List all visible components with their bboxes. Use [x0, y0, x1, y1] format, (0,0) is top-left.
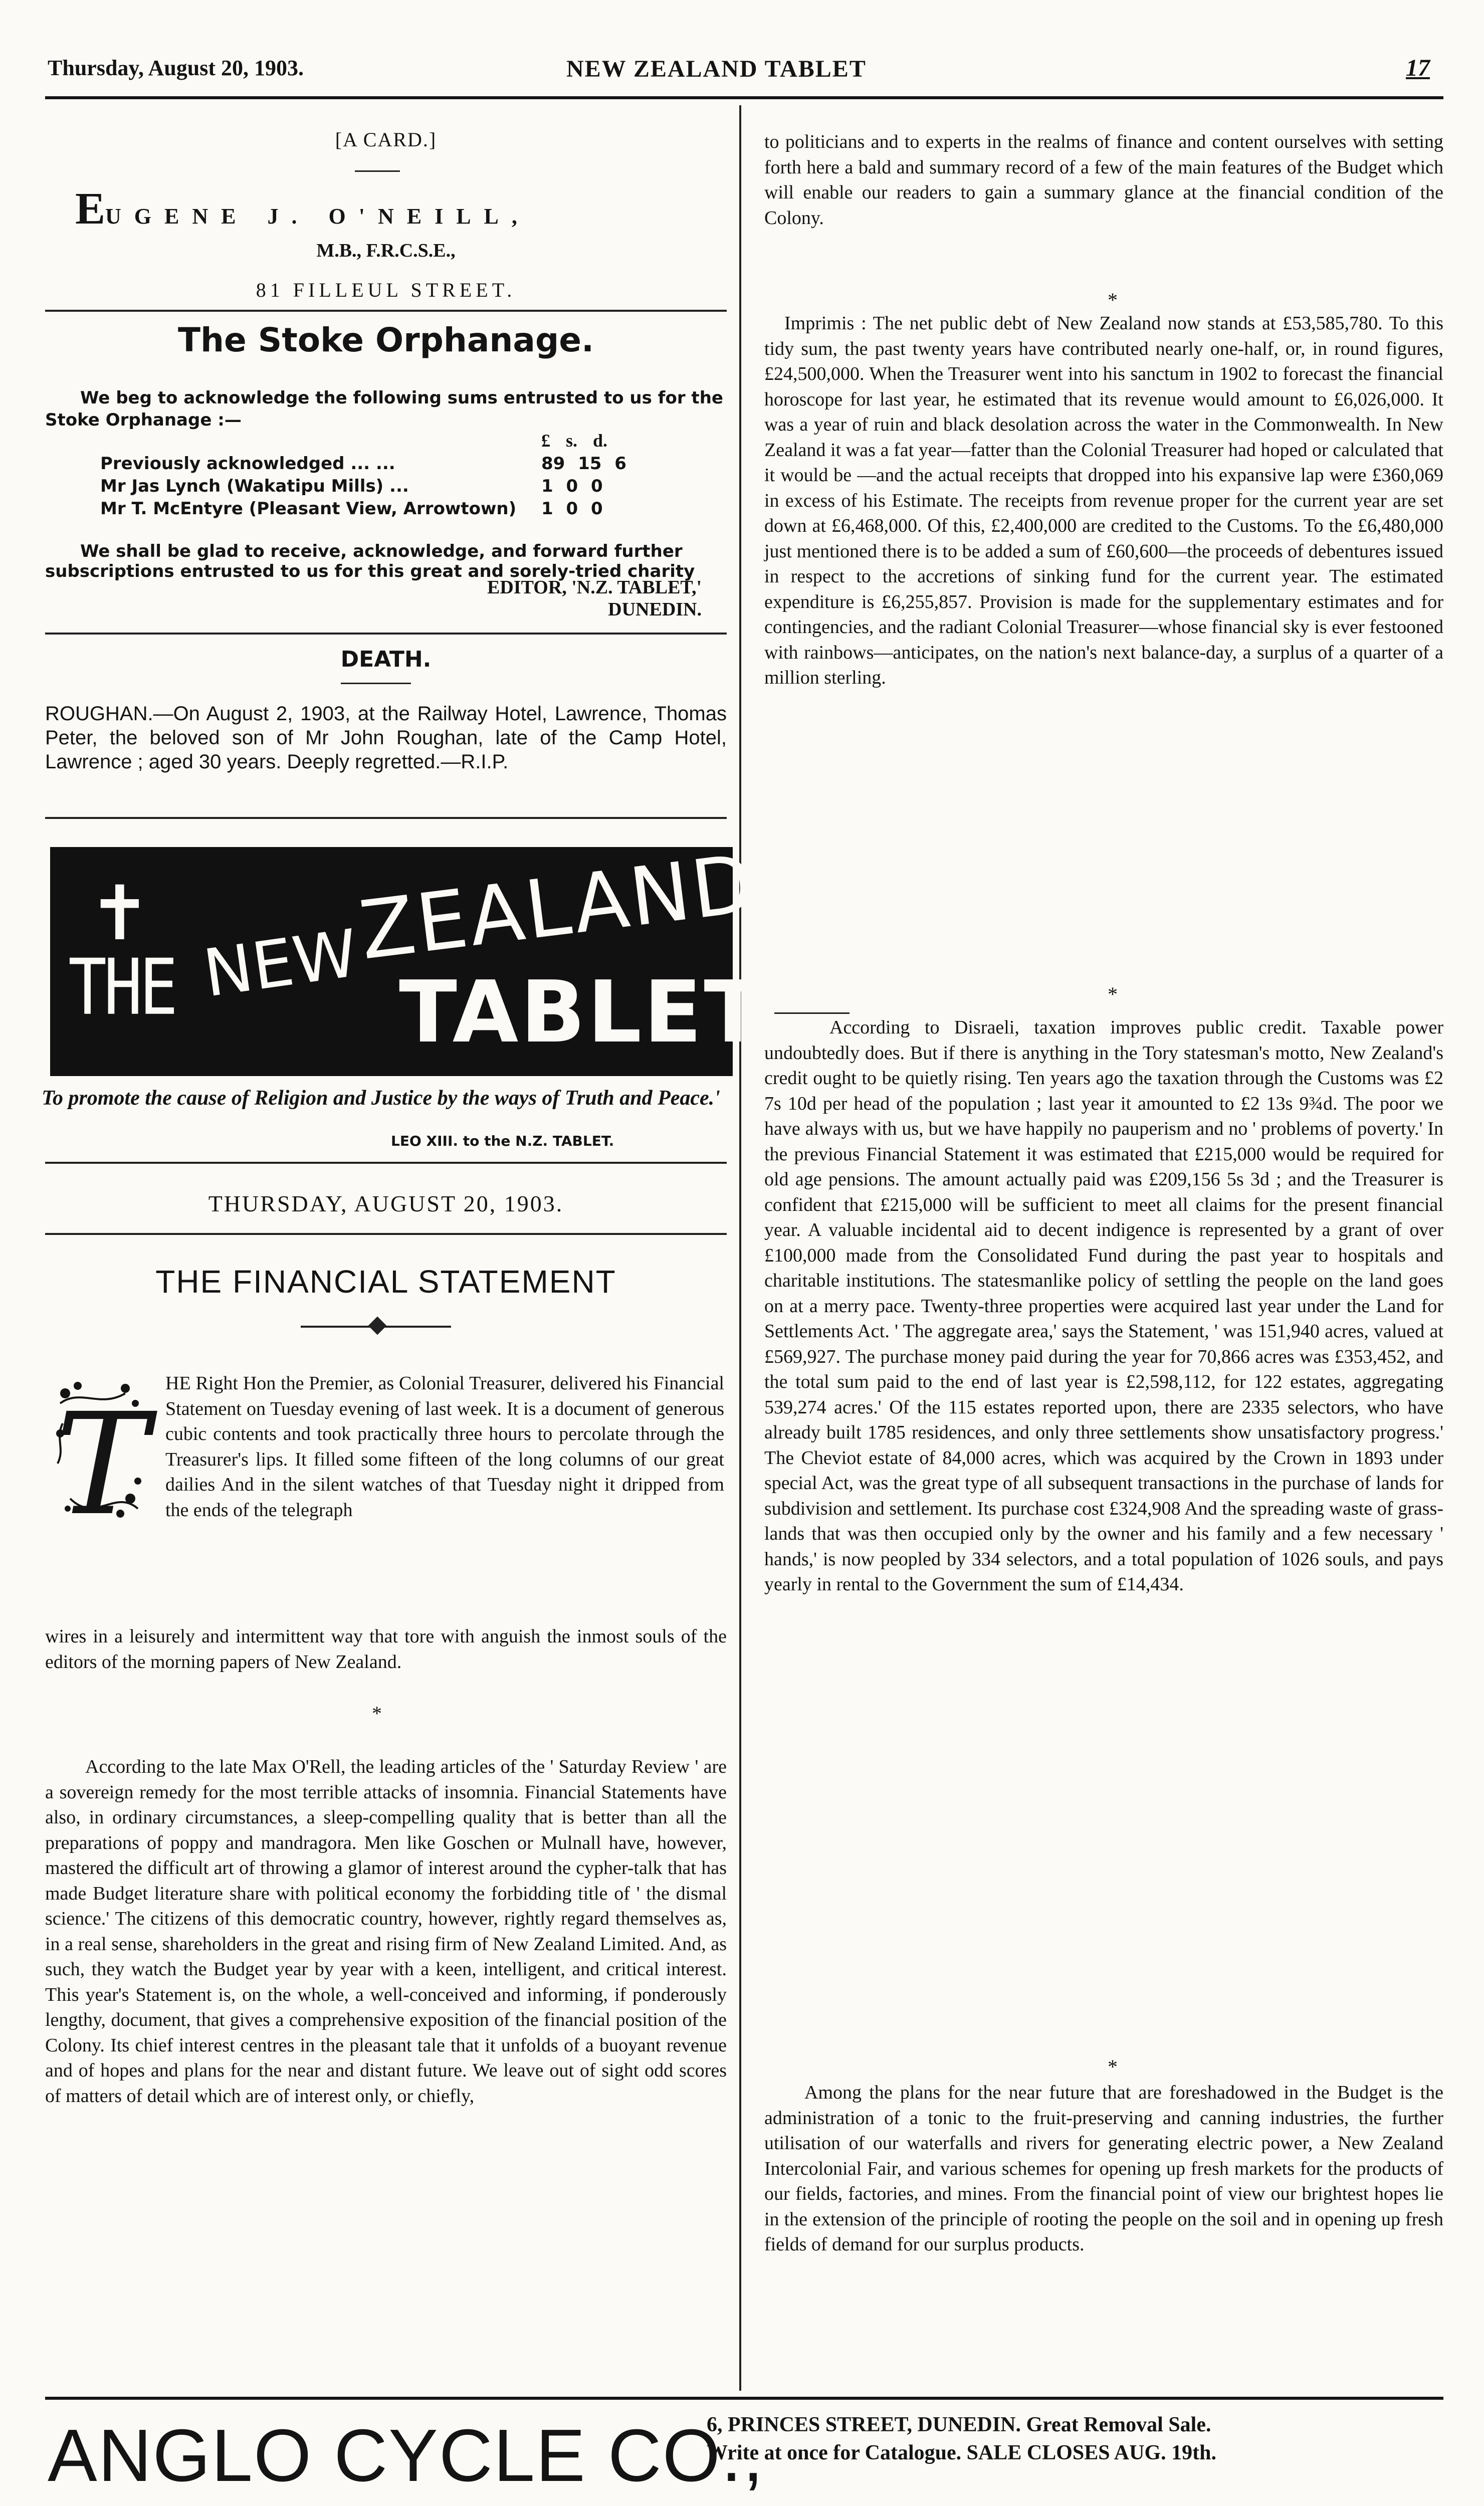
cross-icon: ✝ — [88, 870, 151, 957]
masthead-new: NEW — [198, 915, 363, 1012]
masthead-zealand: ZEALAND — [354, 836, 761, 978]
advert-line: Write at once for Catalogue. SALE CLOSES AUG. 19th. — [707, 2441, 1216, 2464]
section-star: * — [1108, 983, 1118, 1005]
header-date: Thursday, August 20, 1903. — [48, 56, 304, 80]
stoke-title: The Stoke Orphanage. — [177, 321, 594, 359]
donation-amount: 89 15 6 — [541, 454, 626, 474]
death-title: DEATH. — [340, 647, 432, 672]
drop-cap-letter: T — [55, 1383, 149, 1547]
masthead-the: THE — [68, 943, 175, 1032]
article-paragraph: According to the late Max O'Rell, the leading articles of the ' Saturday Review ' are a sovereign remedy for the most terrible attacks of insomnia. Financial Statements have also, in ordinary circumstances, a sleep-compelling quality that is better than all the preparations of poppy and mandragora. Men like Goschen or Mulnall have, however, mastered the difficult art of throwing a glamor of interest around the cypher-talk that has made Budget literature share with political economy the forbidding title of ' the dismal science.' The citizens of this democratic country, however, rightly regard themselves as, in a real sense, shareholders in the great and rising firm of New Zealand Limited. And, as such, they watch the Budget year by year with a keen, intelligent, and critical interest. This year's Statement is, on the whole, a well-conceived and informing, if ponderously lengthy, document, that gives a comprehensive exposition of the financial position of the Colony. Its chief interest centres in the pleasant tale that it unfolds of a buoyant revenue and of hopes and plans for the near and distant future. We leave out of sight odd scores of matters of detail which are of interest only, or chiefly, — [45, 1756, 727, 2107]
article-title: THE FINANCIAL STATEMENT — [155, 1264, 616, 1300]
donation-name: Previously acknowledged ... ... — [100, 454, 395, 474]
stoke-column-head: £ s. d. — [541, 431, 608, 451]
section-star: * — [372, 1702, 382, 1725]
page-number: 17 — [1406, 55, 1430, 81]
section-star: * — [1108, 2055, 1118, 2078]
donation-name: Mr Jas Lynch (Wakatipu Mills) ... — [100, 476, 409, 496]
stoke-intro: We beg to acknowledge the following sums entrusted to us for the Stoke Orphanage :— — [45, 388, 723, 430]
article-paragraph: HE Right Hon the Premier, as Colonial Treasurer, delivered his Financial Statement on Tuesday evening of last week. It is a document of generous cubic contents and took practically three hours to percolate through the Treasurer's lips. It filled some fifteen of the long columns of our great dailies And in the silent watches of that Tuesday night it dripped from the ends of the telegraph — [165, 1373, 724, 1521]
card-address: 81 FILLEUL STREET. — [256, 279, 516, 301]
death-short-rule — [341, 683, 411, 684]
diamond-ornament-icon — [368, 1317, 387, 1335]
editor-line: DUNEDIN. — [608, 599, 702, 620]
section-star: * — [1108, 289, 1118, 311]
editor-line: EDITOR, 'N.Z. TABLET,' — [487, 577, 702, 598]
section-rule — [45, 310, 727, 312]
card-short-rule — [355, 170, 400, 172]
advert-line: 6, PRINCES STREET, DUNEDIN. Great Removal Sale. — [707, 2413, 1211, 2436]
stoke-editor — [351, 576, 702, 620]
card-degrees: M.B., F.R.C.S.E., — [316, 240, 456, 261]
issue-dateline: THURSDAY, AUGUST 20, 1903. — [208, 1191, 564, 1216]
advert-name: ANGLO CYCLE CO., — [48, 2414, 765, 2497]
footer-rule — [45, 2397, 1443, 2400]
masthead-logo — [50, 836, 764, 1076]
stoke-note: We shall be glad to receive, acknowledge, and forward further subscriptions entrusted to us for this great and sorely-tried charity — [45, 541, 695, 581]
section-rule — [45, 633, 727, 635]
advert-details — [707, 2411, 1216, 2467]
short-rule — [774, 1012, 850, 1014]
column-divider — [739, 105, 741, 2391]
article-paragraph: wires in a leisurely and intermittent way that tore with anguish the inmost souls of the editors of the morning papers of New Zealand. — [45, 1626, 727, 1673]
death-notice: ROUGHAN.—On August 2, 1903, at the Railway Hotel, Lawrence, Thomas Peter, the beloved son of Mr John Roughan, late of the Camp Hotel, Lawrence ; aged 30 years. Deeply regretted.—R.I.P. — [45, 703, 727, 773]
card-name-initial: E — [75, 184, 106, 234]
section-rule — [45, 1233, 727, 1235]
header-rule — [45, 96, 1443, 99]
article-paragraph: to politicians and to experts in the realms of finance and content ourselves with setting forth here a bald and summary record of a few of the main features of the Budget which will enable our readers to gain a summary glance at the financial condition of the Colony. — [764, 131, 1443, 229]
section-rule — [45, 1162, 727, 1164]
card-name — [75, 183, 530, 235]
card-name-rest: UGENE J. O'NEILL, — [105, 204, 530, 229]
donation-name: Mr T. McEntyre (Pleasant View, Arrowtown) — [100, 499, 517, 519]
drop-cap — [50, 1373, 149, 1547]
section-rule — [45, 817, 727, 819]
card-label: [A CARD.] — [335, 128, 437, 151]
masthead-tablet: TABLET — [399, 963, 764, 1062]
motto: To promote the cause of Religion and Justice by the ways of Truth and Peace.' — [42, 1087, 720, 1110]
header-title: NEW ZEALAND TABLET — [566, 56, 867, 82]
donation-amount: 1 0 0 — [541, 476, 603, 496]
article-paragraph: Imprimis : The net public debt of New Zealand now stands at £53,585,780. To this tidy sum, the past twenty years have contributed nearly one-half, or, in round figures, £24,500,000. When the Treasurer went into his sanctum in 1902 to forecast the financial horoscope for last year, he estimated that its revenue would amount to £6,026,000. It was a year of ruin and black desolation across the water in the Commonwealth. In New Zealand it was a fat year—fatter than the Colonial Treasurer had hoped or calculated that it would be —and the actual receipts that dropped into his expansive lap were £360,069 in excess of his Estimate. The receipts from revenue proper for the current year are set down at £6,468,000. Of this, £2,400,000 are credited to the Customs. To the £6,480,000 just mentioned there is to be added a sum of £60,600—the proceeds of debentures issued in respect to the accretions of sinking fund for the current year. The estimated expenditure is £6,255,857. Provision is made for the supplementary estimates and for contingencies, and the radiant Colonial Treasurer—whose financial sky is ever festooned with rainbows—anticipates, on the nation's next balance-day, a surplus of a quarter of a million sterling. — [764, 313, 1443, 688]
donation-amount: 1 0 0 — [541, 499, 603, 519]
motto-signature: LEO XIII. to the N.Z. TABLET. — [391, 1133, 614, 1149]
article-paragraph: Among the plans for the near future that are foreshadowed in the Budget is the administration of a tonic to the fruit-preserving and canning industries, the further utilisation of our waterfalls and rivers for generating electric power, a New Zealand Intercolonial Fair, and various schemes for opening up fresh markets for the products of our fields, factories, and mines. From the financial point of view our brightest hopes lie in the extension of the principle of rooting the people on the soil and in opening up fresh fields of demand for our surplus products. — [764, 2082, 1443, 2255]
article-paragraph: According to Disraeli, taxation improves public credit. Taxable power undoubtedly does. But if there is anything in the Tory statesman's motto, New Zealand's credit ought to be quietly rising. Ten years ago the taxation through the Customs was £2 7s 10d per head of the population ; last year it amounted to £2 13s 9¾d. The poor we have always with us, but we have happily no pauperism and no ' problems of poverty.' In the previous Financial Statement it was estimated that £215,000 would be required for old age pensions. The amount actually paid was £209,156 5s 3d ; and the Treasurer is confident that £215,000 will be sufficient to meet all claims for the present financial year. A valuable incidental aid to decent indigence is represented by a grant of over £100,000 made from the Consolidated Fund during the past year to hospitals and charitable institutions. The statesmanlike policy of settling the people on the land goes on at a merry pace. Twenty-three properties were acquired last year under the Land for Settlements Act. ' The aggregate area,' says the Statement, ' was 151,940 acres, valued at £569,927. The purchase money paid during the year for 70,866 acres was £353,452, and the total sum paid to the end of last year is £2,598,112, for 122 estates, aggregating 539,274 acres.' Of the 115 estates reported upon, there are 2335 selectors, who have already built 1785 residences, and only three settlements show unsatisfactory progress.' The Cheviot estate of 84,000 acres, which was acquired by the Crown in 1893 under special Act, was the great type of all subsequent transactions in the purchase of lands for subdivision and settlement. Its purchase cost £324,908 And the spreading waste of grass-lands that was then occupied only by the owner and his family and a few necessary ' hands,' is now peopled by 334 selectors, and a total population of 1026 souls, and pays yearly in rental to the Government the sum of £14,434. — [764, 1017, 1443, 1595]
